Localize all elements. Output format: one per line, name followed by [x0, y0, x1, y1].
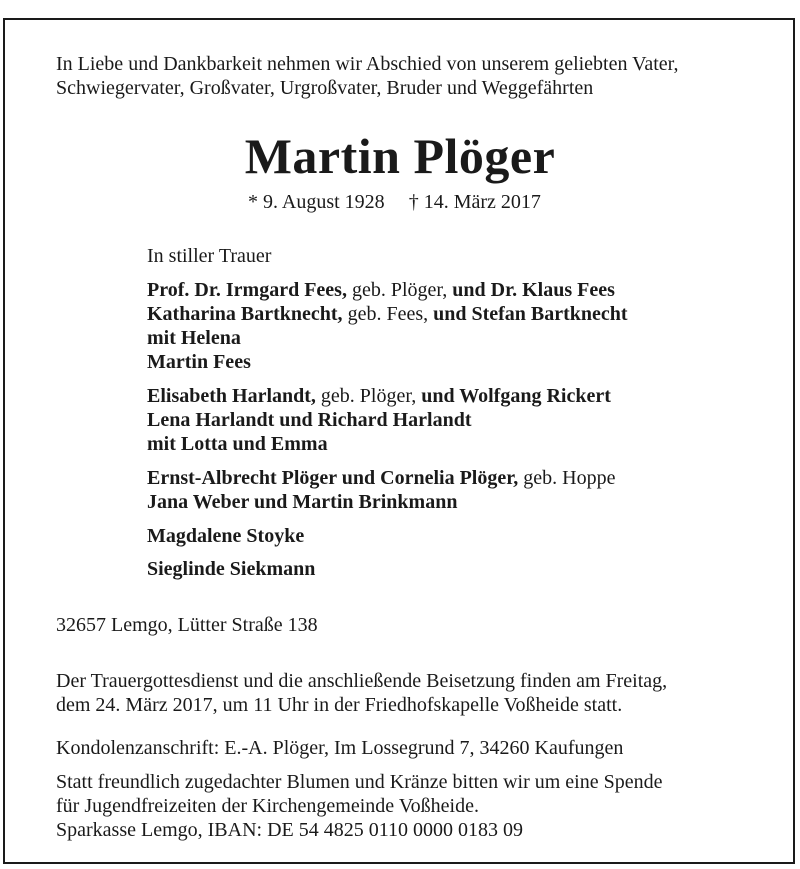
mourner-line: mit Helena [147, 327, 241, 349]
donation-line-1: Statt freundlich zugedachter Blumen und Kränze bitten wir um eine Spende [56, 771, 663, 793]
service-line-2: dem 24. März 2017, um 11 Uhr in der Friedhofskapelle Voßheide statt. [56, 694, 623, 716]
life-dates [248, 190, 541, 214]
intro-line-2: Schwiegervater, Großvater, Urgroßvater, Bruder und Weggefährten [56, 77, 594, 99]
mourners-heading: In stiller Trauer [147, 245, 272, 267]
donation-bank: Sparkasse Lemgo, IBAN: DE 54 4825 0110 0000 0183 09 [56, 819, 523, 841]
mourner-line: Lena Harlandt und Richard Harlandt [147, 409, 472, 431]
deceased-name: Martin Plöger [244, 128, 556, 184]
mourner-line: Katharina Bartknecht, geb. Fees, und Stefan Bartknecht [147, 303, 628, 325]
mourner-line: Jana Weber und Martin Brinkmann [147, 491, 458, 513]
mourner-line: Elisabeth Harlandt, geb. Plöger, und Wolfgang Rickert [147, 385, 611, 407]
mourner-line: Martin Fees [147, 351, 251, 373]
mourner-line: Prof. Dr. Irmgard Fees, geb. Plöger, und Dr. Klaus Fees [147, 279, 615, 301]
condolence-address: Kondolenzanschrift: E.-A. Plöger, Im Lossegrund 7, 34260 Kaufungen [56, 737, 624, 759]
service-line-1: Der Trauergottesdienst und die anschließende Beisetzung finden am Freitag, [56, 670, 668, 692]
birth-date: * 9. August 1928 [248, 191, 385, 213]
mourner-line: mit Lotta und Emma [147, 433, 328, 455]
mourner-line: Magdalene Stoyke [147, 525, 305, 547]
death-date: † 14. März 2017 [408, 191, 541, 213]
donation-line-2: für Jugendfreizeiten der Kirchengemeinde Voßheide. [56, 795, 479, 817]
family-address: 32657 Lemgo, Lütter Straße 138 [56, 614, 318, 636]
mourner-line: Ernst-Albrecht Plöger und Cornelia Plöger, geb. Hoppe [147, 467, 616, 489]
mourner-line: Sieglinde Siekmann [147, 558, 316, 580]
intro-line-1: In Liebe und Dankbarkeit nehmen wir Abschied von unserem geliebten Vater, [56, 53, 679, 75]
